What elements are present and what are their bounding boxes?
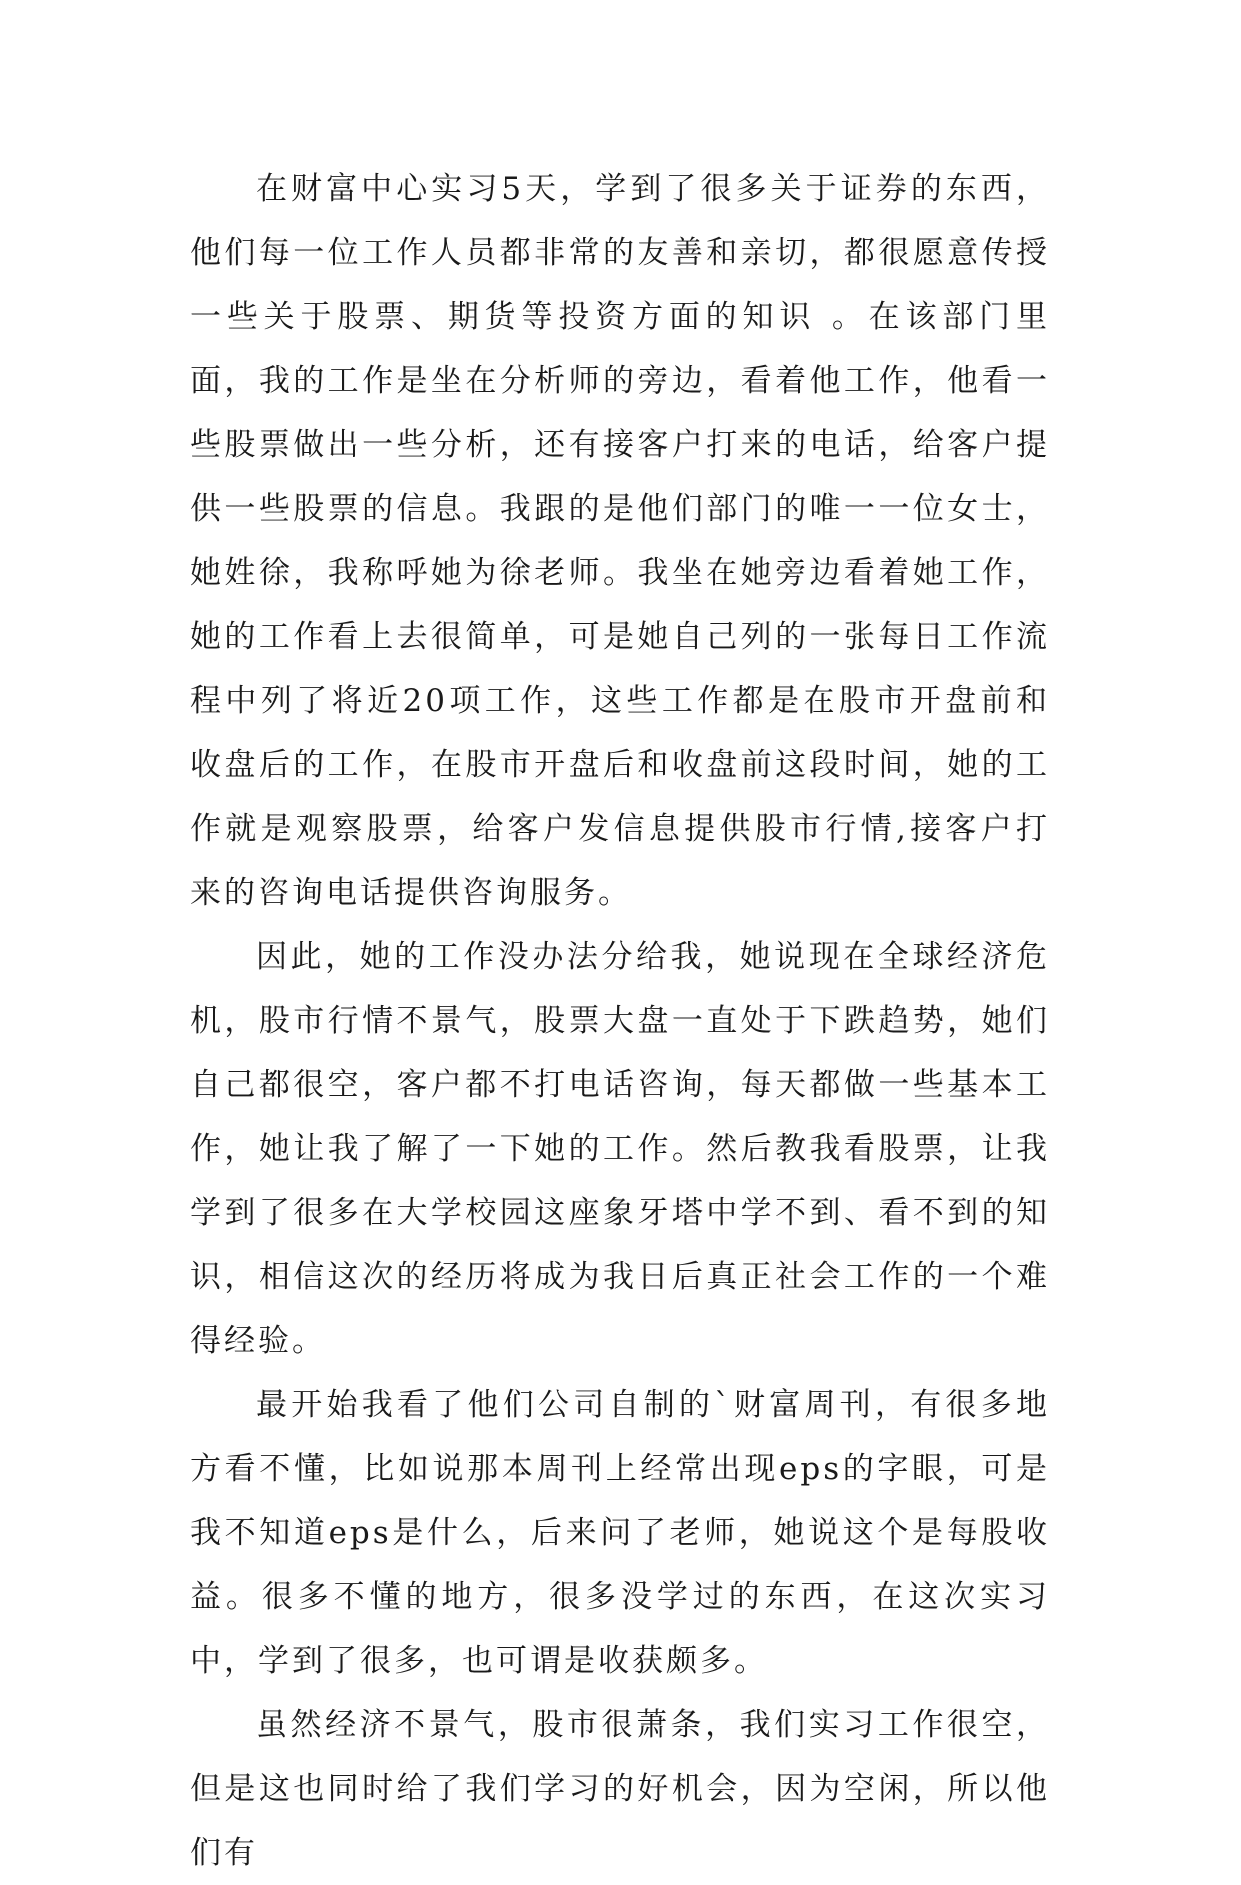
paragraph-1: 在财富中心实习5天，学到了很多关于证券的东西，他们每一位工作人员都非常的友善和亲切，都很愿意传授一些关于股票、期货等投资方面的知识 。在该部门里面，我的工作是坐在分析师的旁边，看着他工作，他看一些股票做出一些分析，还有接客户打来的电话，给客户提供一些股票的信息。我跟的是他们部门的唯一一位女士，她姓徐，我称呼她为徐老师。我坐在她旁边看着她工作，她的工作看上去很简单，可是她自己列的一张每日工作流程中列了将近20项工作，这些工作都是在股市开盘前和收盘后的工作，在股市开盘后和收盘前这段时间，她的工作就是观察股票，给客户发信息提供股市行情,接客户打来的咨询电话提供咨询服务。 <box>190 171 1050 911</box>
document-body <box>190 157 1050 1885</box>
paragraph-3: 最开始我看了他们公司自制的`财富周刊，有很多地方看不懂，比如说那本周刊上经常出现eps的字眼，可是我不知道eps是什么，后来问了老师，她说这个是每股收益。很多不懂的地方，很多没学过的东西，在这次实习中，学到了很多，也可谓是收获颇多。 <box>190 1387 1050 1679</box>
paragraph-2: 因此，她的工作没办法分给我，她说现在全球经济危机，股市行情不景气，股票大盘一直处于下跌趋势，她们自己都很空，客户都不打电话咨询，每天都做一些基本工作，她让我了解了一下她的工作。然后教我看股票，让我学到了很多在大学校园这座象牙塔中学不到、看不到的知识，相信这次的经历将成为我日后真正社会工作的一个难得经验。 <box>190 939 1050 1359</box>
paragraph-4: 虽然经济不景气，股市很萧条，我们实习工作很空，但是这也同时给了我们学习的好机会，因为空闲，所以他们有 <box>190 1707 1050 1871</box>
